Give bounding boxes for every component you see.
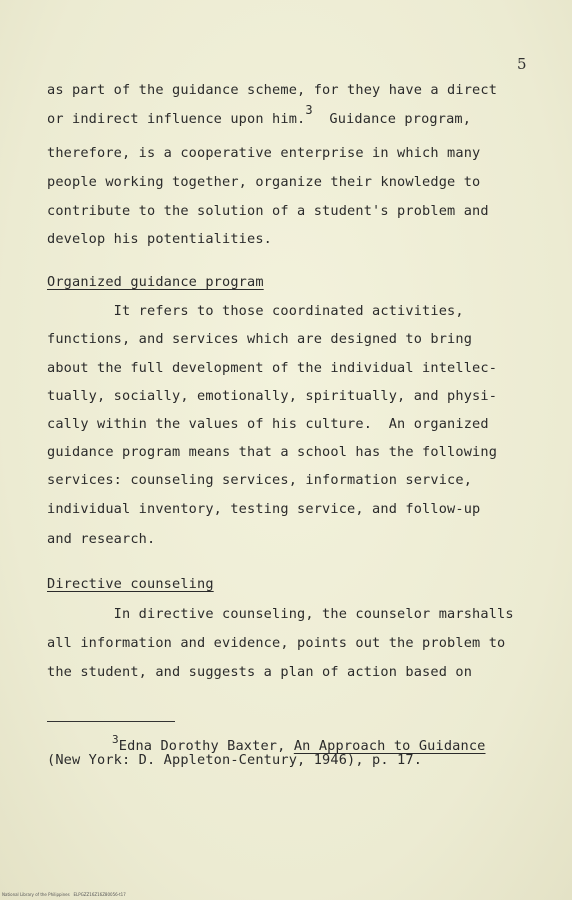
footnote-author: Edna Dorothy Baxter, (118, 738, 294, 754)
body-line: and research. (47, 531, 156, 547)
footnote-reference: 3 (305, 103, 313, 117)
body-line: In directive counseling, the counselor marshalls (47, 606, 514, 622)
body-text: or indirect influence upon him. (47, 111, 306, 127)
body-line: all information and evidence, points out the problem to (47, 635, 506, 651)
body-line: contribute to the solution of a student's problem and (47, 203, 489, 219)
body-line: cally within the values of his culture. An organized (47, 416, 489, 432)
body-line-with-footnote-ref (47, 103, 472, 127)
body-line: services: counseling services, information service, (47, 472, 473, 488)
body-line: functions, and services which are designed to bring (47, 331, 473, 347)
footnote-title: An Approach to Guidance (293, 738, 486, 754)
footnote-rule (47, 721, 175, 722)
body-line: individual inventory, testing service, and follow-up (47, 501, 481, 517)
footnote-marker: 3 (112, 733, 119, 746)
body-line: people working together, organize their knowledge to (47, 174, 481, 190)
section-heading-organized-guidance: Organized guidance program (47, 274, 264, 290)
body-line: about the full development of the individual intellec- (47, 360, 498, 376)
scan-footer: National Library of the Philippines ELPGZZ16Z16Z80056-t17 (2, 892, 126, 897)
body-line: as part of the guidance scheme, for they have a direct (47, 82, 498, 98)
section-heading-directive-counseling: Directive counseling (47, 576, 214, 592)
page-number: 5 (517, 55, 527, 73)
body-line: develop his potentialities. (47, 231, 273, 247)
body-text: Guidance program, (312, 111, 472, 127)
body-line: therefore, is a cooperative enterprise in which many (47, 145, 481, 161)
body-line: the student, and suggests a plan of action based on (47, 664, 473, 680)
body-line: guidance program means that a school has the following (47, 444, 498, 460)
body-line: tually, socially, emotionally, spiritually, and physi- (47, 388, 498, 404)
footnote-line: (New York: D. Appleton-Century, 1946), p. 17. (47, 752, 423, 768)
body-line: It refers to those coordinated activities, (47, 303, 464, 319)
